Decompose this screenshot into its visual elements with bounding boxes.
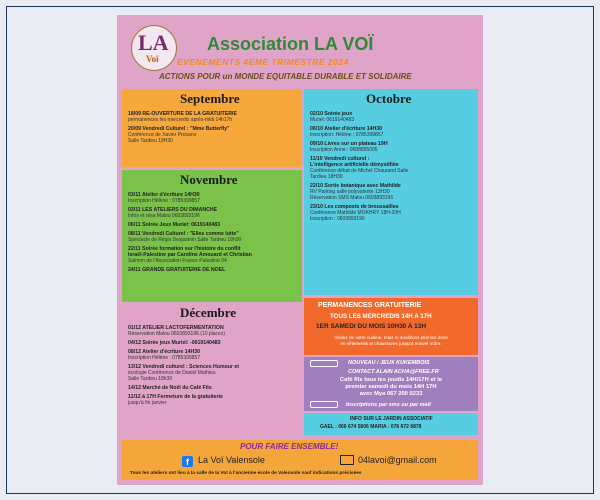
event-line: 02/10 Soirée jeux <box>310 111 353 117</box>
permanences-saturday: 1ER SAMEDI DU MOIS 10H30 A 13H <box>316 323 427 330</box>
poster-title: Association LA VOÏ <box>207 34 374 54</box>
event-line: 14/12 Marché de Noël du Café Fils <box>128 385 212 391</box>
email-icon <box>340 455 354 465</box>
event-line: Salle Tardieu 18H30 <box>128 138 173 144</box>
permanences-note-line: en vêtements et chaussures jusqu'à nouvel ordre. <box>340 340 442 346</box>
permanences-wednesday: TOUS LES MERCREDIS 14H A 17H <box>330 313 432 320</box>
event-line: Salle Tardieu 18h30 <box>128 376 173 382</box>
jeux-contact: CONTACT ALAIN ACHA@FREE.FR <box>348 369 439 375</box>
event-line: 06/10 Atelier d'écriture 14H30 <box>310 126 382 132</box>
email-link[interactable]: 04lavoi@gmail.com <box>358 455 437 465</box>
permanences-note-line: Visitez de votre cuisine, mais ni meublons plus les dons <box>334 335 448 340</box>
event-line: 03/11 LES ATELIERS DU DIMANCHE <box>128 207 218 213</box>
poster-tagline: ACTIONS POUR un MONDE EQUITABLE DURABLE ET SOLIDAIRE <box>159 72 412 81</box>
event-line: 06/11 Soirée Jeux Muriel: 0619140483 <box>128 222 220 228</box>
jeux-section <box>304 357 478 411</box>
footer-slogan: POUR FAIRE ENSEMBLE! <box>240 442 339 451</box>
event-line: Conférence de Xavier Prosano <box>128 132 197 138</box>
jardin-section <box>304 413 478 435</box>
permanences-note <box>310 335 472 346</box>
facebook-page-link[interactable]: La Voï Valensole <box>198 455 265 465</box>
septembre-heading: Septembre <box>180 91 240 106</box>
event-line: 22/10 Sortie botanique avec Mathilde <box>310 183 401 189</box>
permanences-section <box>304 298 478 355</box>
facebook-icon: f <box>182 456 193 467</box>
event-line: 08/12 Atelier d'écriture 14H30 <box>128 349 200 355</box>
arrow-icon <box>310 360 338 367</box>
footer-note: Tous les ateliers ont lieu à la salle de la Voï à l'ancienne école de Valensole sauf indications précisées <box>130 471 362 476</box>
event-line: Réservation Malou 0603893196 (10 places) <box>128 331 226 337</box>
event-line: Inscription: Hélène : 0785399857 <box>310 132 384 138</box>
event-line: RV Parking salle polyvalente 13H30 <box>310 189 390 195</box>
event-line: 04/12 Soirée jeux Muriel: -0619140483 <box>128 340 221 346</box>
event-line: 22/11 Soirée formation sur l'histoire du conflit <box>128 246 241 252</box>
event-line: Israël-Palestine par Caroline Amouard et Christian <box>128 252 252 258</box>
event-line: 09/10 Livres sur un plateau 19H <box>310 141 388 147</box>
event-line: L'intelligence artificielle démystifiée <box>310 162 399 168</box>
decembre-events <box>128 325 239 406</box>
jeux-title: NOUVEAU / JEUX KUKEMBOIS <box>348 360 430 366</box>
septembre-events <box>128 111 237 144</box>
footer-section <box>122 440 478 480</box>
cafe-fils-line: Café fils tous les jeudis 14H/17H et le <box>339 377 443 383</box>
jardin-contacts: GAEL : 066 674 5606 MARIA : 076 672 6878 <box>320 424 422 430</box>
event-line: permanences les mercredis après-midi 14h17h <box>128 117 233 123</box>
permanences-title: PERMANENCES GRATUITERIE <box>318 302 422 309</box>
event-line: Salmon de l'Association France Palestine 04 <box>128 258 227 264</box>
event-line: Inscription Hélène : 0785399857 <box>128 355 200 361</box>
event-line: Conférence Mathilde MOKHRY 18H-20H <box>310 210 401 216</box>
octobre-section <box>304 89 478 295</box>
event-line: 11/10 Vendredi culturel : <box>310 156 370 162</box>
novembre-heading: Novembre <box>180 172 238 187</box>
jeux-inscriptions: Inscriptions par sms ou par mail <box>346 402 431 408</box>
association-logo <box>131 25 177 71</box>
event-line: 13/12 Vendredi culturel : Sciences Humour et <box>128 364 239 370</box>
octobre-events <box>310 111 408 222</box>
event-line: jusqu'à fin janvier <box>128 400 167 406</box>
event-line: Inscription : 0603893196 <box>310 216 365 222</box>
event-line: Muriel: 0619140483 <box>310 117 355 123</box>
event-line: Conférence débat de Michel Chaurand Salle <box>310 168 409 174</box>
event-line: 24/11 GRANDE GRATUITERIE DE NOEL <box>128 267 226 273</box>
event-line: Infos et résa Malou 0603893196 <box>128 213 200 219</box>
event-line: Réservation SMS Malou 0603893196 <box>310 195 394 201</box>
event-poster <box>117 15 483 485</box>
novembre-section <box>122 170 302 302</box>
poster-subtitle: EVENEMENTS 4EME TRIMESTRE 2024 <box>177 57 349 67</box>
event-line: 01/12 ATELIER LACTOFERMENTATION <box>128 325 224 331</box>
event-line: 08/11 Vendredi Culturel : "Elles comme lutte" <box>128 231 239 237</box>
septembre-section <box>122 89 302 167</box>
cafe-fils-line: premier samedi du mois 14H 17H <box>345 384 437 390</box>
event-line: 20/09 Vendredi Culturel : "Mme Butterfly" <box>128 126 230 132</box>
logo-lettering: LA <box>138 30 169 55</box>
arrow-icon <box>310 401 338 408</box>
event-line: 23/10 Les composts de broussailles <box>310 204 399 210</box>
event-line: Spectacle de Régis Desjasmin Salle Tardieu 18h30 <box>128 237 242 243</box>
event-line: Inscription Anne : 0688855095 <box>310 147 378 153</box>
event-line: 18/09 RE-OUVERTURE DE LA GRATUITERIE <box>128 111 237 117</box>
event-line: 11/12 à 17H Fermeture de la gratuiterie <box>128 394 223 400</box>
event-line: Tardieu 18H30 <box>310 174 343 180</box>
novembre-events <box>128 192 252 273</box>
event-line: Inscription Hélène : 0785399857 <box>128 198 200 204</box>
cafe-fils-line: avec Mya 067 200 0233 <box>359 391 423 397</box>
decembre-heading: Décembre <box>180 305 237 320</box>
cafe-fils-info <box>314 377 468 398</box>
event-line: écologie Conférence de Daniel Mathieu <box>128 370 216 376</box>
decembre-section <box>122 305 302 435</box>
octobre-heading: Octobre <box>366 91 412 106</box>
event-line: 03/11 Atelier d'écriture 14H30 <box>128 192 200 198</box>
jardin-title: INFO SUR LE JARDIN ASSOCIATIF <box>350 416 433 422</box>
logo-lettering-small: Voï <box>146 54 159 64</box>
